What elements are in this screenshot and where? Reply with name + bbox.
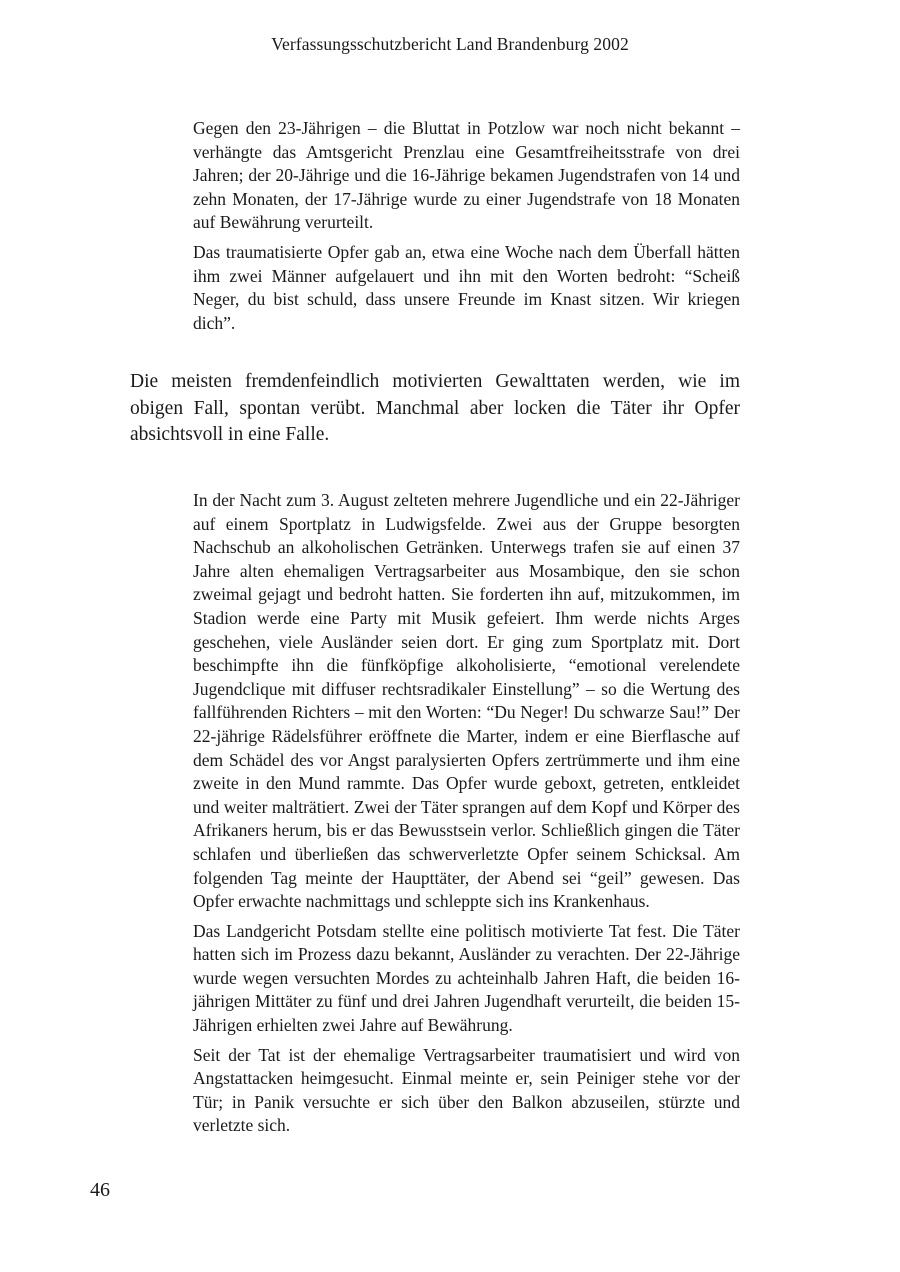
page-number: 46 bbox=[90, 1179, 110, 1201]
case-description-box bbox=[193, 489, 740, 1144]
page-header: Verfassungsschutzbericht Land Brandenburg 2002 bbox=[271, 34, 629, 54]
case-paragraph: Seit der Tat ist der ehemalige Vertragsarbeiter traumatisiert und wird von Angstattacken heimgesucht. Einmal meinte er, sein Peiniger stehe vor der Tür; in Panik versuchte er sich über den Balkon abzuseilen, stürzte und verletzte sich. bbox=[193, 1044, 740, 1136]
case-paragraph: Das Landgericht Potsdam stellte eine politisch motivierte Tat fest. Die Täter hatten sich im Prozess dazu bekannt, Ausländer zu verachten. Der 22-Jährige wurde wegen versuchten Mordes zu achteinhalb Jahren Haft, die beiden 16-jährigen Mittäter zu fünf und drei Jahren Jugendhaft verurteilt, die beiden 15-Jährigen erhielten zwei Jahre auf Bewährung. bbox=[193, 920, 740, 1036]
case-paragraph: Gegen den 23-Jährigen – die Bluttat in Potzlow war noch nicht bekannt – verhängte das Amtsgericht Prenzlau eine Gesamtfreiheitsstrafe von drei Jahren; der 20-Jährige und die 16-Jährige bekamen Jugendstrafen von 14 und zehn Monaten, der 17-Jährige wurde zu einer Jugendstrafe von 18 Monaten auf Bewährung verurteilt. bbox=[193, 118, 740, 233]
body-paragraph: Die meisten fremdenfeindlich motivierten Gewalttaten werden, wie im obigen Fall, spontan verübt. Manchmal aber locken die Täter ihr Opfer absichtsvoll in eine Falle. bbox=[130, 371, 740, 445]
case-paragraph: In der Nacht zum 3. August zelteten mehrere Jugendliche und ein 22-Jähriger auf einem Sportplatz in Ludwigsfelde. Zwei aus der Gruppe besorgten Nachschub an alkoholischen Getränken. Unterwegs trafen sie auf einen 37 Jahre alten ehemaligen Vertragsarbeiter aus Mosambique, den sie schon zweimal gejagt und bedroht hatten. Sie forderten ihn auf, mitzukommen, im Stadion werde eine Party mit Musik gefeiert. Ihm werde nichts Arges geschehen, viele Ausländer seien dort. Er ging zum Sportplatz mit. Dort beschimpfte ihn die fünfköpfige alkoholisierte, “emotional verelendete Jugendclique mit diffuser rechtsradikaler Einstellung” – so die Wertung des fallführenden Richters – mit den Worten: “Du Neger! Du schwarze Sau!” Der 22-jährige Rädelsführer eröffnete die Marter, indem er eine Bierflasche auf dem Schädel des vor Angst paralysierten Opfers zertrümmerte und ihm eine zweite in den Mund rammte. Das Opfer wurde geboxt, getreten, entkleidet und weiter malträtiert. Zwei der Täter sprangen auf dem Kopf und Körper des Afrikaners herum, bis er das Bewusstsein verlor. Schließlich gingen die Täter schlafen und überließen das schwerverletzte Opfer seinem Schicksal. Am folgenden Tag meinte der Haupttäter, der Abend sei “geil” gewesen. Das Opfer erwachte nachmittags und schleppte sich ins Krankenhaus. bbox=[193, 490, 740, 912]
case-paragraph: Das traumatisierte Opfer gab an, etwa eine Woche nach dem Überfall hätten ihm zwei Männer aufgelauert und ihn mit den Worten bedroht: “Scheiß Neger, du bist schuld, dass unsere Freunde im Knast sitzen. Wir kriegen dich”. bbox=[193, 241, 740, 333]
case-description-box bbox=[193, 117, 740, 341]
